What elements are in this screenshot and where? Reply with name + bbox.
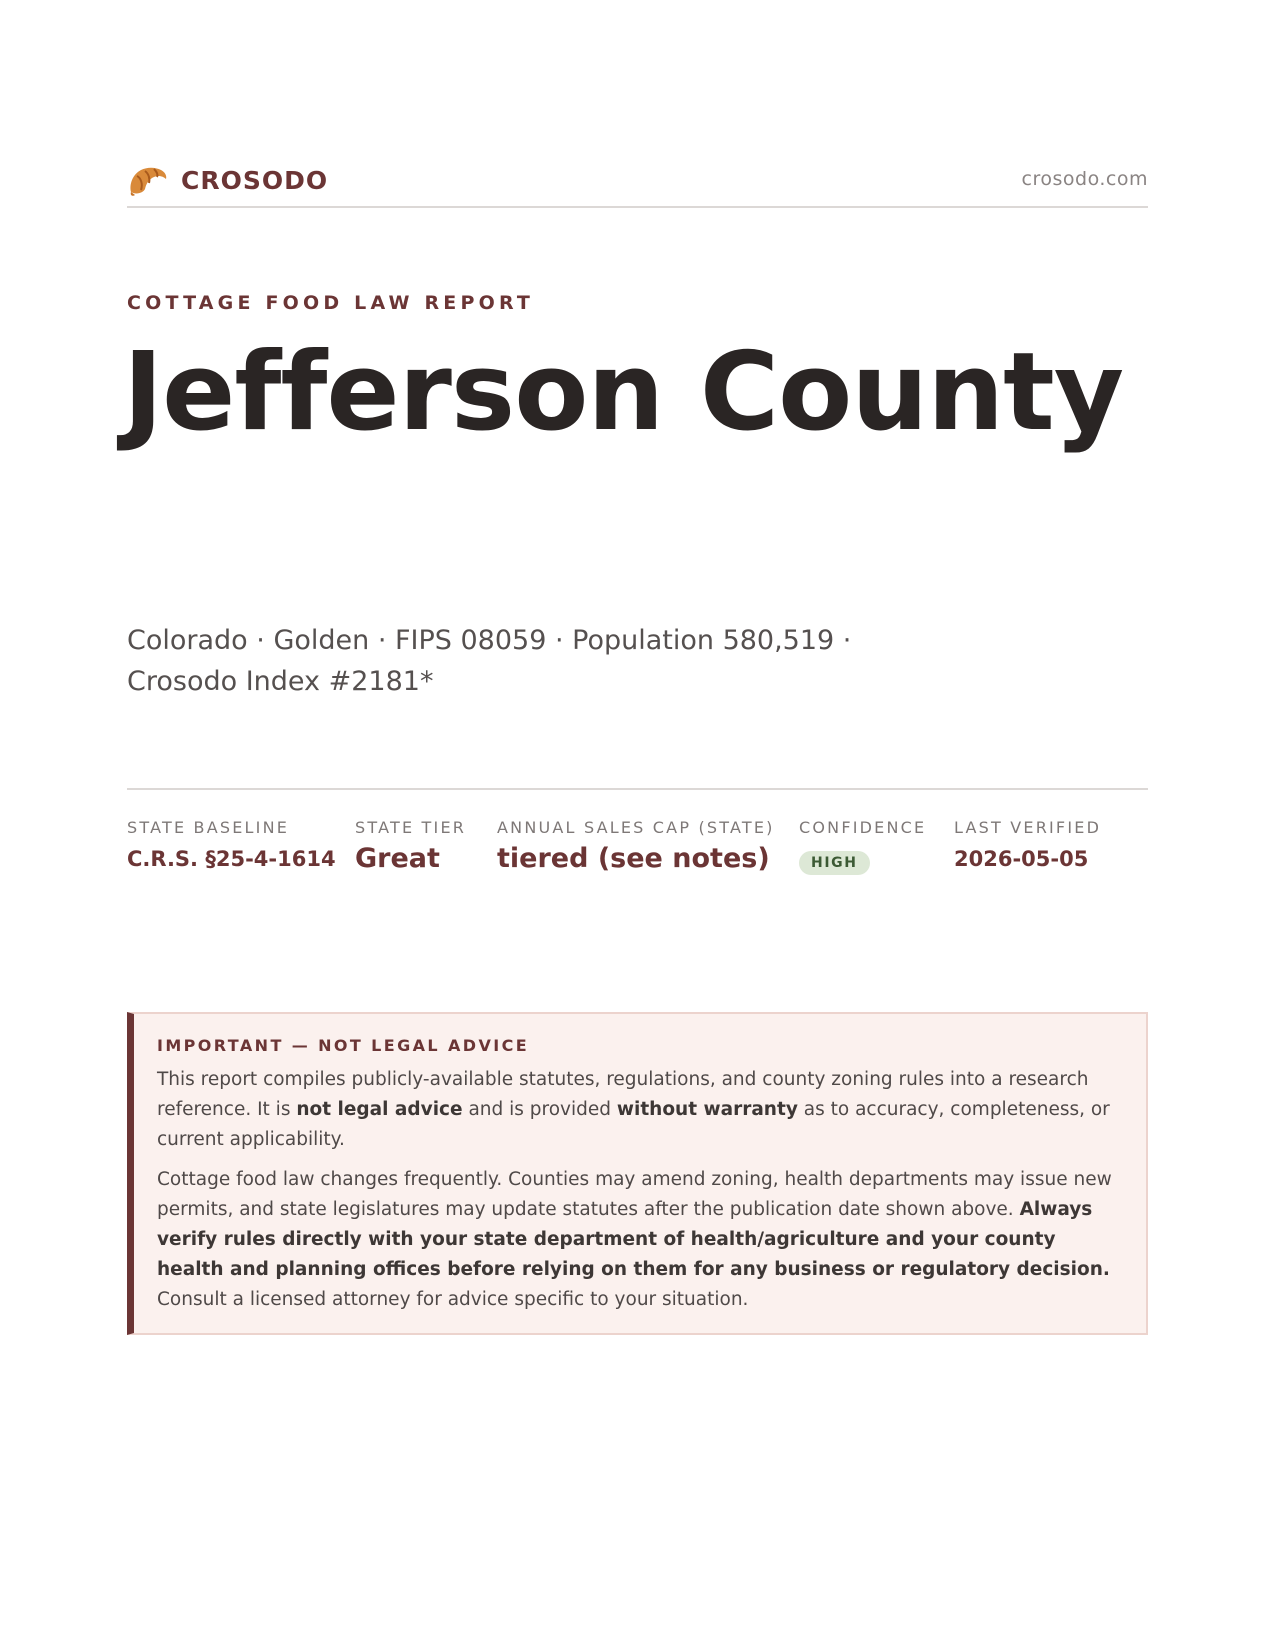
stat-label: CONFIDENCE (799, 818, 927, 837)
stat-value: Great (355, 843, 440, 874)
bold-run: without warranty (616, 1099, 798, 1120)
site-url-link[interactable]: crosodo.com (1021, 168, 1148, 190)
brand[interactable] (127, 162, 328, 198)
stat-label: ANNUAL SALES CAP (STATE) (497, 818, 775, 837)
section-divider (127, 788, 1148, 790)
text-run: Consult a licensed attorney for advice specific to your situation. (157, 1289, 749, 1310)
text-run: Cottage food law changes frequently. Counties may amend zoning, health departments may issue new permits, and state legislatures may update statutes after the publication date shown above. (157, 1169, 1112, 1220)
report-eyebrow: COTTAGE FOOD LAW REPORT (127, 292, 535, 314)
text-run: This report compiles publicly-available statutes, regulations, and county zoning rules into a research reference. It is (157, 1069, 1089, 1120)
subtitle-line-1: Colorado · Golden · FIPS 08059 · Population 580,519 · (127, 625, 852, 656)
stat-value: 2026-05-05 (954, 847, 1089, 871)
report-page (123, 0, 1148, 1650)
disclaimer-paragraph-2 (157, 1165, 1122, 1315)
stat-value: tiered (see notes) (497, 843, 770, 874)
page-title: Jefferson County (123, 330, 1124, 455)
stat-label: STATE BASELINE (127, 818, 290, 837)
brand-name: CROSODO (181, 165, 329, 195)
county-subtitle (127, 620, 887, 702)
bold-run: Always verify rules directly with your state department of health/agriculture and your county health and planning offices before relying on them for any business or regulatory decision. (157, 1199, 1110, 1280)
subtitle-line-2: Crosodo Index #2181* (127, 666, 434, 697)
stat-state-baseline (127, 818, 336, 871)
croissant-icon (127, 162, 169, 198)
text-run: as to accuracy, completeness, or current applicability. (157, 1099, 1110, 1150)
text-run: and is provided (462, 1099, 617, 1120)
stat-confidence (799, 818, 926, 875)
stat-state-tier (355, 818, 466, 874)
stat-sales-cap (497, 818, 775, 874)
legal-disclaimer (127, 1012, 1148, 1335)
confidence-badge: HIGH (799, 851, 870, 875)
stat-label: LAST VERIFIED (954, 818, 1102, 837)
stat-label: STATE TIER (355, 818, 467, 837)
bold-run: not legal advice (296, 1099, 463, 1120)
page-header (127, 158, 1148, 208)
stat-value: C.R.S. §25-4-1614 (127, 847, 336, 871)
disclaimer-paragraph-1 (157, 1065, 1122, 1155)
stat-last-verified (954, 818, 1101, 871)
disclaimer-heading: IMPORTANT — NOT LEGAL ADVICE (157, 1036, 530, 1055)
